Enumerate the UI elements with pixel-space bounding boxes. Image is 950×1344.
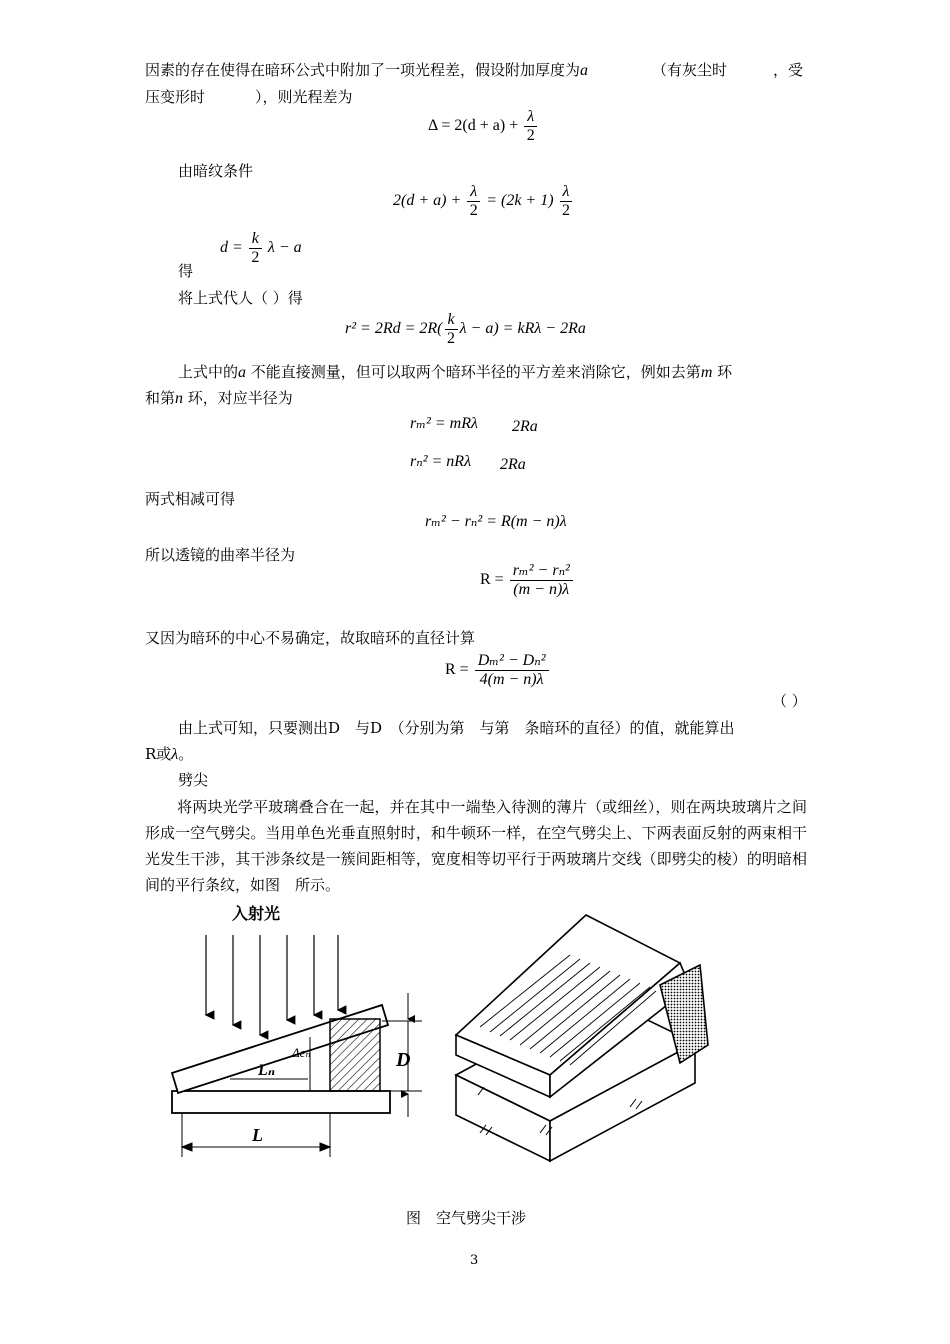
wedge-3d-view: [456, 915, 708, 1161]
text-span: 得: [178, 262, 194, 280]
frac-den: 4(m − n)λ: [479, 671, 544, 688]
text-span: ，受: [773, 61, 804, 79]
var-n: n: [175, 390, 184, 407]
var-a: a: [238, 364, 247, 381]
ln-label: Lₙ: [258, 1062, 276, 1079]
fraction: [510, 562, 573, 599]
spacer-block: [330, 1019, 380, 1091]
var-a: a: [580, 62, 589, 79]
equation-number: （ ）: [772, 692, 807, 710]
wedge-paragraph: [145, 794, 807, 898]
text-span: R或: [145, 745, 172, 763]
frac-den: (m − n)λ: [513, 581, 570, 598]
text-span: （有灰尘时: [652, 61, 728, 79]
text-span: 压变形时: [145, 88, 206, 106]
eq-lhs: R =: [480, 571, 504, 589]
frac-den: 2: [251, 249, 260, 266]
frac-num: rₘ² − rₙ²: [510, 562, 573, 581]
bottom-glass-plate: [172, 1091, 390, 1113]
fraction: [249, 230, 262, 267]
eq-lhs: R =: [445, 661, 469, 679]
text-span: 将上式代人（ ）得: [178, 289, 303, 307]
eq-lhs: 2(d + a) +: [393, 192, 462, 210]
eq-rhs: λ − a: [267, 239, 302, 257]
frac-den: 2: [447, 330, 456, 347]
fraction: [445, 311, 458, 348]
text-span: 所以透镜的曲率半径为: [145, 546, 296, 564]
frac-num: λ: [524, 108, 537, 127]
fraction: [467, 183, 480, 220]
frac-den: 2: [562, 202, 571, 219]
incident-light-label: 入射光: [232, 906, 281, 923]
text-span: 两式相减可得: [145, 490, 236, 508]
equation-path-difference: [428, 108, 539, 145]
section-title: 劈尖: [178, 771, 209, 789]
eq-mid: = (2k + 1): [486, 192, 554, 210]
var-m: m: [700, 364, 713, 381]
text-span: 不能直接测量，但可以取两个暗环半径的平方差来消除它，例如去第: [250, 363, 701, 381]
l-label: L: [252, 1125, 263, 1145]
equation-radius: [480, 562, 575, 599]
equation-rn: rₙ² = nRλ: [410, 453, 472, 470]
text-line: [178, 360, 732, 385]
text-span: 。: [178, 745, 194, 763]
equation-difference: rₘ² − rₙ² = R(m − n)λ: [425, 513, 567, 530]
text-span: ），则光程差为: [255, 88, 353, 106]
eq-lhs: Δ = 2(d + a) +: [428, 117, 519, 135]
text-span: 环: [717, 363, 733, 381]
wedge-cross-section: [172, 904, 422, 1157]
text-line-1: [145, 58, 588, 83]
frac-num: λ: [560, 183, 573, 202]
equation-diameter: [445, 652, 551, 689]
equation-d: [220, 230, 302, 267]
text-span: 上式中的: [178, 363, 239, 381]
eq-lhs: d =: [220, 239, 243, 257]
text-line: [145, 742, 193, 767]
equation-rm-extra: 2Ra: [512, 418, 538, 435]
frac-den: 2: [469, 202, 478, 219]
equation-rm: rₘ² = mRλ: [410, 415, 478, 432]
text-line: [145, 386, 293, 411]
frac-num: Dₘ² − Dₙ²: [475, 652, 549, 671]
text-span: 又因为暗环的中心不易确定，故取暗环的直径计算: [145, 629, 476, 647]
text-span: 因素的存在使得在暗环公式中附加了一项光程差，假设附加厚度为: [145, 61, 581, 79]
page-number: 3: [470, 1253, 479, 1268]
d-label: D: [396, 1049, 411, 1071]
frac-den: 2: [526, 127, 535, 144]
eq-rhs: λ − a) = kRλ − 2Ra: [459, 320, 586, 338]
incident-arrows: [206, 935, 338, 1035]
fraction: [560, 183, 573, 220]
frac-num: k: [445, 311, 458, 330]
equation-rn-extra: 2Ra: [500, 456, 526, 473]
eq-lhs: r² = 2Rd = 2R(: [345, 320, 443, 338]
equation-dark-condition: [393, 183, 574, 220]
fraction: [475, 652, 549, 689]
delta-e-label: Δeₙ: [292, 1045, 311, 1060]
frac-num: λ: [467, 183, 480, 202]
text-span: 环，对应半径为: [187, 389, 293, 407]
text-span: 和第: [145, 389, 176, 407]
text-span: 由上式可知，只要测出D 与D （分别为第 与第 条暗环的直径）的值，就能算出: [178, 719, 735, 737]
frac-num: k: [249, 230, 262, 249]
air-wedge-figure: [160, 895, 720, 1175]
figure-caption: 图 空气劈尖干涉: [406, 1209, 527, 1227]
equation-r-squared: [345, 311, 586, 348]
text-span: 将两块光学平玻璃叠合在一起，并在其中一端垫入待测的薄片（或细丝），则在两块玻璃片之间形成一空气劈尖。当用单色光垂直照射时，和牛顿环一样，在空气劈尖上、下两表面反射的两束相干光发生干涉，其干涉条纹是一簇间距相等，宽度相等切平行于两玻璃片交线（即劈尖的棱）的明暗相间的平行条纹，如图 所示。: [145, 798, 807, 894]
text-span: 由暗纹条件: [178, 162, 254, 180]
fraction: [524, 108, 537, 145]
var-lambda: λ: [171, 746, 179, 763]
